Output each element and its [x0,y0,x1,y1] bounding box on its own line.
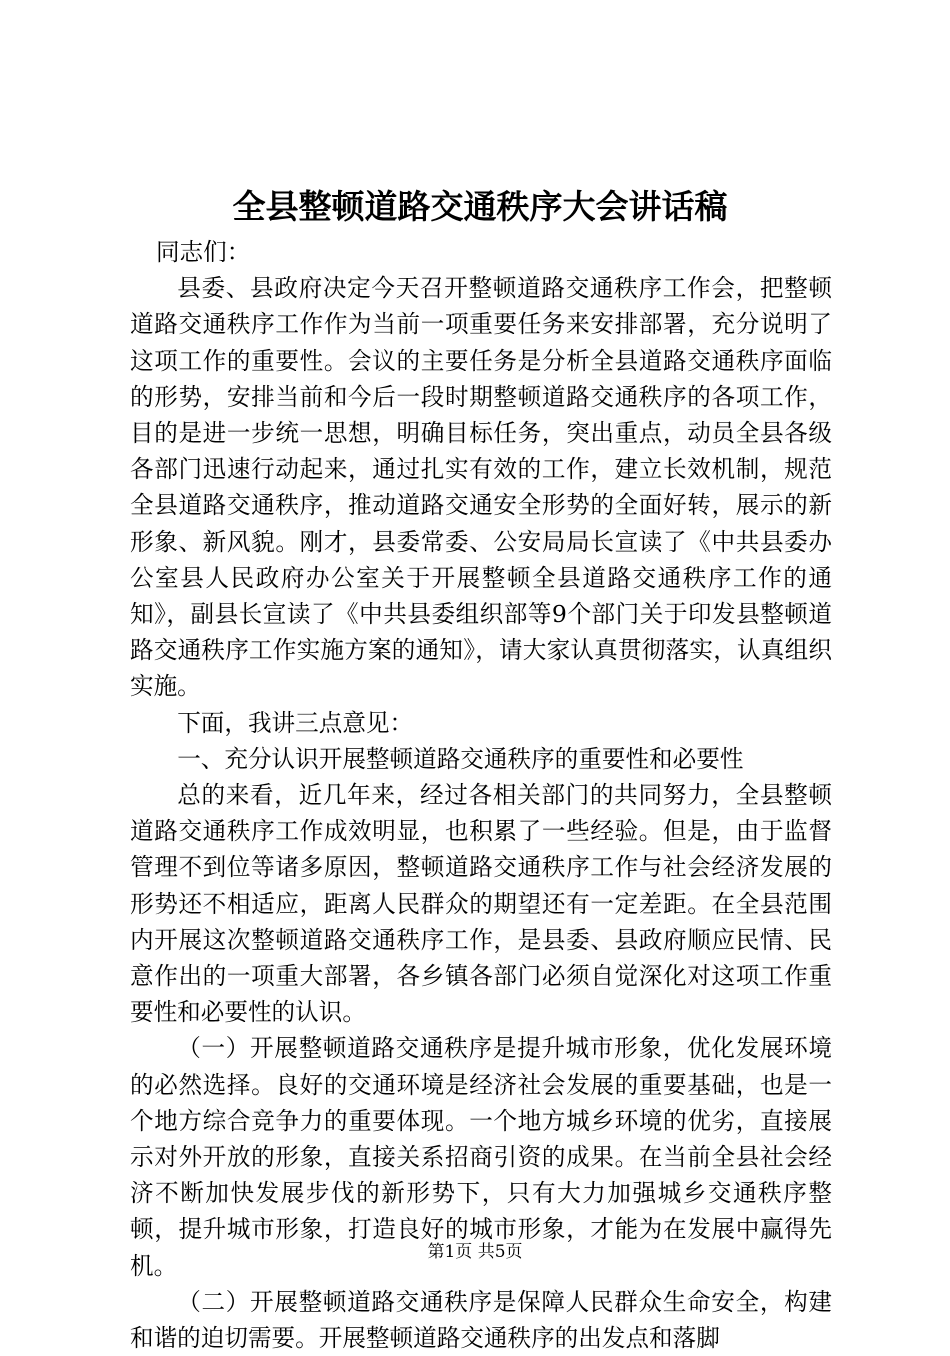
transition-paragraph: 下面，我讲三点意见： [177,708,414,737]
intro-paragraph: 县委、县政府决定今天召开整顿道路交通秩序工作会，把整顿道路交通秩序工作作为当前一项重要任务来安排部署，充分说明了这项工作的重要性。会议的主要任务是分析全县道路交通秩序面临的形势，安排当前和今后一段时期整顿道路交通秩序的各项工作，目的是进一步统一思想，明确目标任务，突出重点，动员全县各级各部门迅速行动起来，通过扎实有效的工作，建立长效机制，规范全县道路交通秩序，推动道路交通安全形势的全面好转，展示的新形象、新风貌。刚才，县委常委、公安局局长宣读了《中共县委办公室县人民政府办公室关于开展整顿全县道路交通秩序工作的通知》，副县长宣读了《中共县委组织部等9个部门关于印发县整顿道路交通秩序工作实施方案的通知》，请大家认真贯彻落实，认真组织实施。 [130,274,832,701]
salutation-paragraph: 同志们： [155,238,251,266]
document-title: 全县整顿道路交通秩序大会讲话稿 [232,187,728,226]
subsection-1-paragraph: （一）开展整顿道路交通秩序是提升城市形象，优化发展环境的必然选择。良好的交通环境是经济社会发展的重要基础，也是一个地方综合竞争力的重要体现。一个地方城乡环境的优劣，直接展示对外开放的形象，直接关系招商引资的成果。在当前全县社会经济不断加快发展步伐的新形势下，只有大力加强城乡交通秩序整顿，提升城市形象，打造良好的城市形象，才能为在发展中赢得先机。 [130,1034,832,1280]
subsection-2-paragraph: （二）开展整顿道路交通秩序是保障人民群众生命安全，构建和谐的迫切需要。开展整顿道路交通秩序的出发点和落脚 [130,1287,832,1353]
page-footer: 第1页 共5页 [427,1242,523,1262]
section-heading-1: 一、充分认识开展整顿道路交通秩序的重要性和必要性 [177,744,744,773]
section-1-paragraph: 总的来看，近几年来，经过各相关部门的共同努力，全县整顿道路交通秩序工作成效明显，也积累了一些经验。但是，由于监督管理不到位等诸多原因，整顿道路交通秩序工作与社会经济发展的形势还不相适应，距离人民群众的期望还有一定差距。在全县范围内开展这次整顿道路交通秩序工作，是县委、县政府顺应民情、民意作出的一项重大部署，各乡镇各部门必须自觉深化对这项工作重要性和必要性的认识。 [130,781,832,1027]
document-body [130,234,832,1356]
